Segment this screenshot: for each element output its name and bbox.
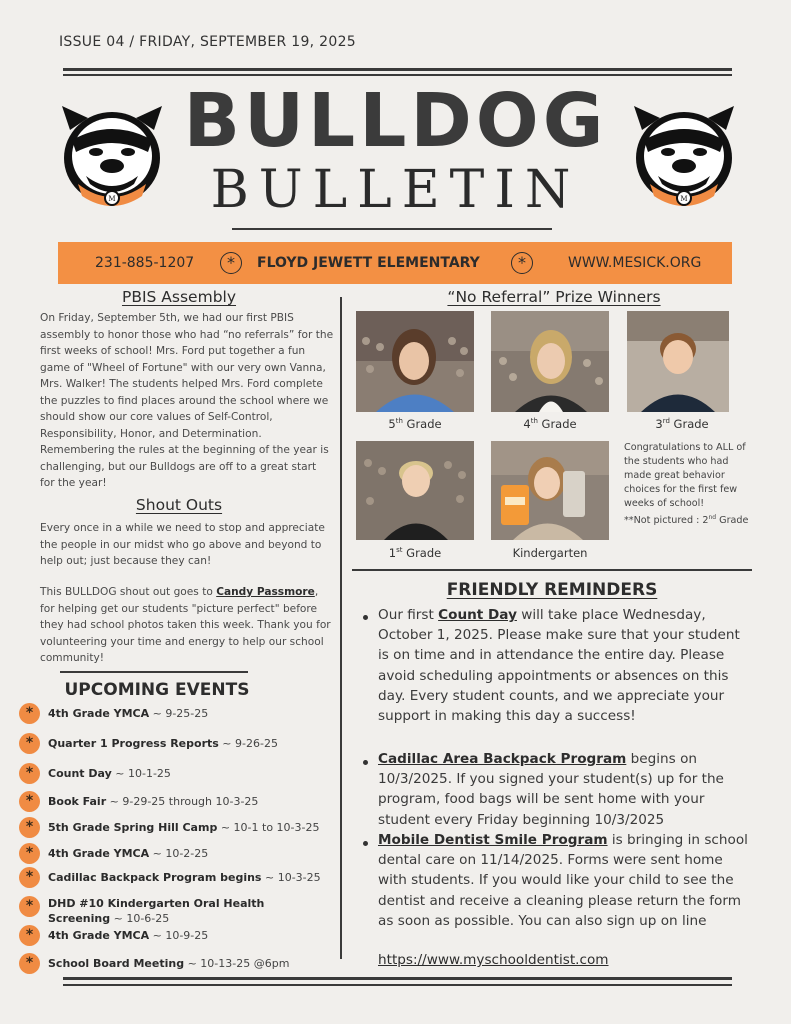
photo-5th-grade — [356, 311, 474, 412]
pbis-heading: PBIS Assembly — [121, 288, 237, 306]
asterisk-icon: * — [19, 703, 40, 724]
pbis-text: On Friday, September 5th, we had our first PBIS assembly to honor those who had “no referrals” for the first weeks of school! Mrs. Ford put together a fun game of "Wheel of Fortune" with our very own Vanna, Mrs. Walker! The students helped Mrs. Ford complete the puzzles to find places around the school where we should show our core values of Self-Control, Responsibility, Honor, and Determination. Remembering the rules at the beginning of the year is challenging, but our Bulldogs are off to a great start for the year! — [40, 312, 334, 489]
bullet-icon — [363, 841, 368, 846]
not-pictured-sup: nd — [708, 514, 717, 521]
caption-label: Grade — [402, 417, 442, 431]
event-date: ~ 9-26-25 — [218, 737, 278, 750]
asterisk-icon: * — [220, 252, 242, 274]
shoutout-body: , for helping get our students "picture perfect" before they had school photos taken this week. Thank you for volunteering your time and energy to help our school community! — [40, 586, 331, 664]
svg-text:M: M — [108, 195, 116, 203]
svg-text:M: M — [680, 195, 688, 203]
event-item — [48, 928, 338, 943]
reminder-backpack — [378, 749, 752, 830]
subtitle-underline — [232, 228, 552, 230]
event-title: DHD #10 Kindergarten Oral Health Screening — [48, 897, 265, 925]
top-rule — [63, 68, 732, 71]
asterisk-icon: * — [19, 791, 40, 812]
event-date: ~ 10-9-25 — [149, 929, 209, 942]
bottom-rule — [63, 977, 732, 980]
event-title: Quarter 1 Progress Reports — [48, 737, 219, 750]
caption-num: 3 — [655, 417, 663, 431]
event-date: ~ 10-6-25 — [110, 912, 170, 925]
top-rule-thin — [63, 74, 732, 76]
reminder-1-intro: Our first — [378, 607, 439, 623]
phone-number: 231-885-1207 — [95, 255, 195, 271]
photo-kindergarten — [491, 441, 609, 540]
event-item — [48, 794, 338, 809]
caption-num: 1 — [388, 546, 397, 560]
asterisk-icon: * — [19, 763, 40, 784]
caption-4th-grade — [491, 417, 609, 431]
not-pictured-after: Grade — [716, 515, 749, 527]
shoutout-intro: This BULLDOG shout out goes to — [40, 586, 217, 598]
masthead-subtitle: BULLETIN — [210, 160, 581, 220]
dentist-program-link[interactable]: Mobile Dentist Smile Program — [378, 832, 608, 848]
event-item — [48, 706, 338, 721]
bullet-icon — [363, 615, 368, 620]
event-date: ~ 10-1-25 — [111, 767, 171, 780]
masthead-title: BULLDOG — [183, 78, 608, 164]
caption-kindergarten — [491, 546, 609, 560]
winners-heading: “No Referral” Prize Winners — [447, 288, 661, 306]
event-title: 4th Grade YMCA — [48, 847, 150, 860]
caption-label: Grade — [402, 546, 442, 560]
caption-label: Grade — [537, 417, 577, 431]
caption-5th-grade — [356, 417, 474, 431]
school-name: FLOYD JEWETT ELEMENTARY — [257, 255, 480, 271]
event-date: ~ 9-25-25 — [149, 707, 209, 720]
event-date: ~ 10-13-25 @6pm — [184, 957, 290, 970]
caption-label: Kindergarten — [512, 546, 588, 560]
event-item — [48, 896, 278, 926]
event-item — [48, 870, 338, 885]
event-date: ~ 10-1 to 10-3-25 — [217, 821, 320, 834]
event-title: 5th Grade Spring Hill Camp — [48, 821, 218, 834]
shoutouts-text-1: Every once in a while we need to stop and appreciate the people in our midst who go above and beyond to help out; just because they can! — [40, 522, 325, 567]
photo-4th-grade — [491, 311, 609, 412]
asterisk-icon: * — [19, 925, 40, 946]
website-link[interactable]: WWW.MESICK.ORG — [568, 255, 702, 271]
asterisk-icon: * — [511, 252, 533, 274]
event-item — [48, 820, 338, 835]
bottom-rule-thin — [63, 984, 732, 986]
event-date: ~ 10-3-25 — [261, 871, 321, 884]
caption-sup: th — [530, 417, 538, 426]
event-title: Count Day — [48, 767, 112, 780]
shoutouts-text-2 — [40, 584, 334, 667]
event-title: School Board Meeting — [48, 957, 185, 970]
event-item — [48, 736, 338, 751]
reminder-2-body: begins on 10/3/2025. If you signed your student(s) up for the program, food bags will be sent home with your student every Friday beginning 10/3/2025 — [378, 751, 724, 828]
not-pictured-before: **Not pictured : 2 — [624, 515, 709, 527]
asterisk-icon: * — [19, 953, 40, 974]
asterisk-icon: * — [19, 817, 40, 838]
shoutout-name: Candy Passmore — [216, 586, 315, 598]
event-item — [48, 846, 338, 861]
event-title: Cadillac Backpack Program begins — [48, 871, 262, 884]
column-divider — [340, 297, 342, 959]
reminder-count-day — [378, 605, 752, 726]
event-date: ~ 10-2-25 — [149, 847, 209, 860]
asterisk-icon: * — [19, 896, 40, 917]
contact-band — [58, 242, 732, 284]
photo-1st-grade — [356, 441, 474, 540]
issue-line: ISSUE 04 / FRIDAY, SEPTEMBER 19, 2025 — [59, 34, 356, 50]
event-date: ~ 9-29-25 through 10-3-25 — [106, 795, 259, 808]
dentist-url-link[interactable]: https://www.myschooldentist.com — [378, 952, 609, 968]
photo-3rd-grade — [627, 311, 729, 412]
caption-num: 5 — [388, 417, 396, 431]
event-title: 4th Grade YMCA — [48, 929, 150, 942]
asterisk-icon: * — [19, 733, 40, 754]
event-title: 4th Grade YMCA — [48, 707, 150, 720]
caption-sup: rd — [662, 417, 670, 426]
caption-num: 4 — [523, 417, 531, 431]
events-heading: UPCOMING EVENTS — [64, 680, 250, 700]
caption-sup: st — [396, 546, 403, 555]
caption-1st-grade — [356, 546, 474, 560]
events-rule — [60, 671, 248, 673]
reminder-1-body: will take place Wednesday, October 1, 2025. Please make sure that your student is on time and in attendance the entire day. Please avoid scheduling appointments or absences on this day. Every student counts, and we appreciate your support in making this day a success! — [378, 607, 740, 725]
event-title: Book Fair — [48, 795, 107, 808]
event-item — [48, 956, 338, 971]
reminders-heading: FRIENDLY REMINDERS — [446, 580, 658, 600]
caption-3rd-grade — [627, 417, 737, 431]
shoutouts-heading: Shout Outs — [135, 496, 223, 514]
asterisk-icon: * — [19, 867, 40, 888]
not-pictured-note — [624, 511, 754, 528]
caption-sup: th — [395, 417, 403, 426]
asterisk-icon: * — [19, 843, 40, 864]
backpack-program-link[interactable]: Cadillac Area Backpack Program — [378, 751, 627, 767]
reminders-rule — [352, 569, 752, 571]
congrats-text: Congratulations to ALL of the students who had made great behavior choices for the first few weeks of school! — [624, 442, 746, 509]
event-item — [48, 766, 338, 781]
caption-label: Grade — [669, 417, 709, 431]
reminder-3-body: is bringing in school dental care on 11/14/2025. Forms were sent home with students. If you would like your child to see the dentist and receive a cleaning please return the form as soon as possible. You can also sign up on line — [378, 832, 748, 929]
bullet-icon — [363, 760, 368, 765]
congrats-note — [624, 441, 754, 528]
count-day-link[interactable]: Count Day — [438, 607, 517, 623]
reminder-dentist — [378, 830, 752, 931]
